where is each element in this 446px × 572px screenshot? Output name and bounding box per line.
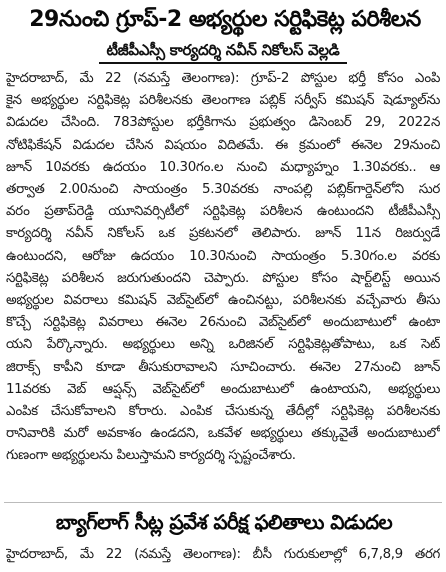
- article-body-line: ఎంపిక చేసుకోవాలని కోరారు. ఎంపిక చేసుకున్న తేదీల్లో సర్టిఫికెట్ల పరిశీలనకు: [6, 404, 440, 420]
- article-subheadline: టీజీపీఎస్సీ కార్యదర్శి నవీన్‌ నికోలస్‌ వెల్లడి: [99, 40, 348, 64]
- second-article-body-line: హైదరాబాద్‌, మే 22 (నమస్తే తెలంగాణ): బీసీ గురుకులాల్లో 6,7,8,9 తరగ: [6, 547, 440, 562]
- article-body-line: ఉంటుందని, ఆరోజు ఉదయం 10.30నుంచి సాయంత్రం 5.30గం.ల వరకు: [6, 248, 440, 264]
- article-body-line: అభ్యర్థుల వివరాలు కమిషన్‌ వెబ్‌సైట్‌లో ఉంచినట్టు, పరిశీలనకు వచ్చేవారు తీసు: [6, 293, 440, 309]
- article-divider: [4, 502, 442, 503]
- article-body-line: జూన్‌ 10వరకు ఉదయం 10.30గం.ల నుంచి మధ్యాహ్నం 1.30వరకు.. ఆ: [6, 159, 440, 175]
- article-body-line: జిరాక్స్‌ కాపీని కూడా తీసుకురావాలని సూచించారు. ఈనెల 27నుంచి జూన్‌: [6, 359, 440, 375]
- article-body-line: విడుదల చేసింది. 783పోస్టుల భర్తీకిగాను ప్రభుత్వం డిసెంబర్‌ 29, 2022న: [6, 115, 440, 131]
- article-body-line: యని పేర్కొన్నారు. అభ్యర్థులు అన్ని ఒరిజినల్‌ సర్టిఫికెట్లతోపాటు, ఒక సెట్‌: [6, 337, 440, 353]
- article-body-line: కైన అభ్యర్థుల సర్టిఫికెట్ల పరిశీలనకు తెలంగాణ పబ్లిక్‌ సర్వీస్‌ కమిషన్‌ షెడ్యూల్‌ను: [6, 93, 440, 109]
- article-body-line: తర్వాత 2.00నుంచి సాయంత్రం 5.30వరకు నాంపల్లి పబ్లిక్‌గార్డెన్‌లోని సుర: [6, 182, 440, 198]
- article-body-line: నోటిఫికేషన్‌ విడుదల చేసిన విషయం విదితమే. ఈ క్రమంలో ఈనెల 29నుంచి: [6, 137, 440, 153]
- article-body: [6, 68, 440, 468]
- article-body-line: 11వరకు వెబ్‌ ఆప్షన్స్‌ వెబ్‌సైట్‌లో అందుబాటులో ఉంటాయని, అభ్యర్థులు: [6, 381, 440, 397]
- article-body-line: కొచ్చే సర్టిఫికెట్ల వివరాలు ఈనెల 26నుంచి వెబ్‌సైట్‌లో అందుబాటులో ఉంటా: [6, 315, 440, 331]
- article-body-line: వరం ప్రతాప్‌రెడ్డి యూనివర్సిటీలో సర్టిఫికెట్ల పరిశీలన ఉంటుందని టీజీపీఎస్సీ: [6, 204, 440, 220]
- subheadline-container: [0, 40, 446, 64]
- article-body-line: హైదరాబాద్‌, మే 22 (నమస్తే తెలంగాణ): గ్రూప్‌-2 పోస్టుల భర్తీ కోసం ఎంపి: [6, 71, 440, 86]
- article-body-line: కార్యదర్శి నవీన్‌ నికోలస్‌ ఒక ప్రకటనలో తెలిపారు. జూన్‌ 11న రిజర్వుడే: [6, 226, 440, 242]
- article-body-line: రానివారికి మరో అవకాశం ఉండదని, ఒకవేళ అభ్యర్థులు తక్కువైతే అందుబాటులో: [6, 426, 440, 442]
- article-body-line: సర్టిఫికెట్ల పరిశీలన జరుగుతుందని చెప్పారు. పోస్టుల కోసం షార్ట్‌లిస్ట్‌ అయిన: [6, 270, 440, 286]
- article-body-line: గుణంగా అభ్యర్థులను పిలుస్తామని కార్యదర్శి స్పష్టంచేశారు.: [6, 448, 296, 464]
- article-headline: 29నుంచి గ్రూప్‌-2 అభ్యర్థుల సర్టిఫికెట్ల పరిశీలన: [29, 7, 421, 32]
- second-article-headline: బ్యాగ్‌లాగ్‌ సీట్ల ప్రవేశ పరీక్ష ఫలితాలు విడుదల: [55, 510, 393, 534]
